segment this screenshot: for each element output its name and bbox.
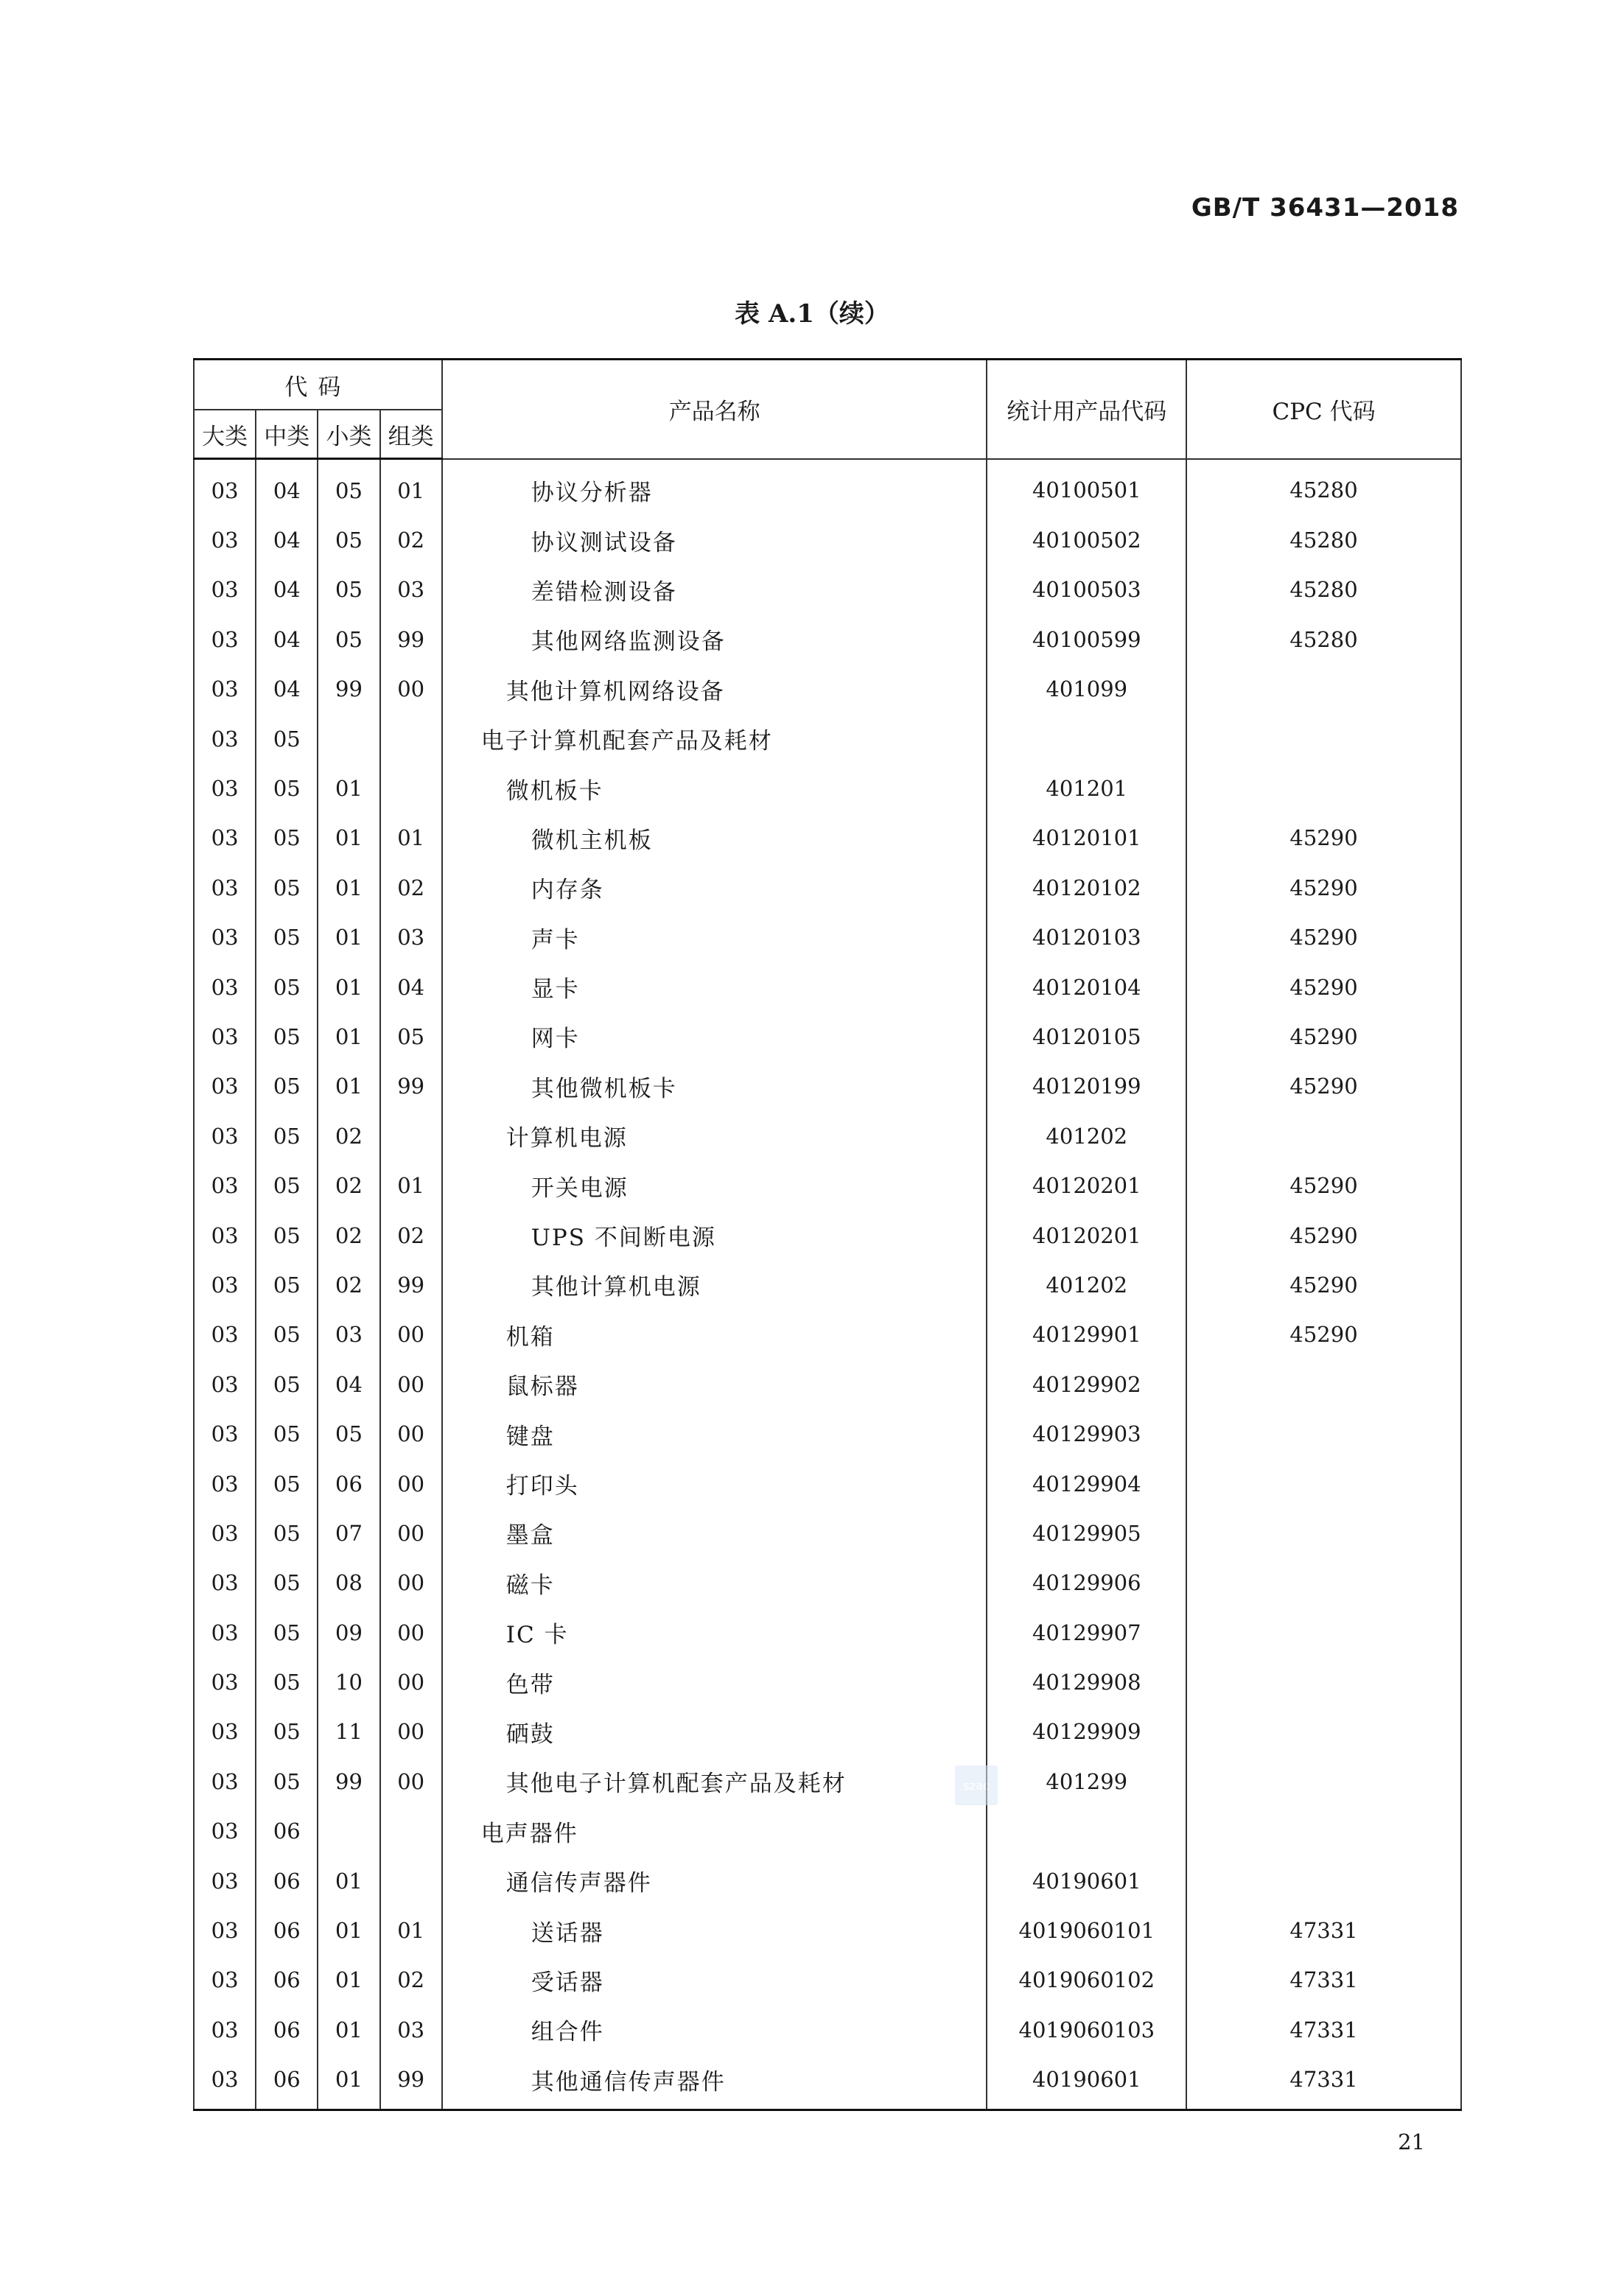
minor-class-cell: 05 [318, 515, 379, 564]
header-group-class: 组类 [380, 410, 442, 459]
product-name-cell: 显卡 [442, 962, 987, 1012]
group-class-cell: 00 [380, 1508, 442, 1558]
stat-code-cell: 40100501 [987, 459, 1186, 516]
middle-class-cell: 05 [256, 1359, 318, 1409]
minor-class-cell: 09 [318, 1608, 379, 1657]
table-row [194, 1359, 1461, 1409]
stat-code-cell: 40129902 [987, 1359, 1186, 1409]
middle-class-cell: 05 [256, 1310, 318, 1359]
minor-class-cell: 05 [318, 459, 379, 516]
major-class-cell: 03 [194, 1459, 256, 1508]
group-class-cell [380, 763, 442, 813]
table-row [194, 863, 1461, 912]
minor-class-cell: 01 [318, 2055, 379, 2110]
minor-class-cell: 02 [318, 1211, 379, 1260]
table-row [194, 1956, 1461, 2005]
major-class-cell: 03 [194, 1508, 256, 1558]
stat-code-cell: 40129904 [987, 1459, 1186, 1508]
group-class-cell: 02 [380, 515, 442, 564]
group-class-cell: 00 [380, 1459, 442, 1508]
product-name-cell: 协议测试设备 [442, 515, 987, 564]
minor-class-cell: 01 [318, 763, 379, 813]
stat-code-cell: 40190601 [987, 1856, 1186, 1905]
header-cpc-code: CPC 代码 [1186, 360, 1461, 459]
product-name-cell: 鼠标器 [442, 1359, 987, 1409]
table-body [194, 459, 1461, 2110]
minor-class-cell: 05 [318, 615, 379, 664]
middle-class-cell: 05 [256, 1459, 318, 1508]
minor-class-cell: 02 [318, 1260, 379, 1309]
header-minor-class: 小类 [318, 410, 379, 459]
major-class-cell: 03 [194, 1757, 256, 1806]
middle-class-cell: 05 [256, 962, 318, 1012]
table-row [194, 1807, 1461, 1856]
major-class-cell: 03 [194, 2005, 256, 2054]
product-name-cell: 微机主机板 [442, 813, 987, 863]
cpc-code-cell [1186, 1409, 1461, 1458]
middle-class-cell: 05 [256, 863, 318, 912]
table-row [194, 1310, 1461, 1359]
middle-class-cell: 06 [256, 2005, 318, 2054]
major-class-cell: 03 [194, 1012, 256, 1061]
product-name-cell: 其他计算机网络设备 [442, 665, 987, 714]
product-name-cell: 协议分析器 [442, 459, 987, 516]
cpc-code-cell: 47331 [1186, 1956, 1461, 2005]
cpc-code-cell [1186, 1807, 1461, 1856]
major-class-cell: 03 [194, 913, 256, 962]
product-name-cell: 墨盒 [442, 1508, 987, 1558]
table-row [194, 1757, 1461, 1806]
major-class-cell: 03 [194, 615, 256, 664]
cpc-code-cell [1186, 1459, 1461, 1508]
minor-class-cell: 04 [318, 1359, 379, 1409]
table-row [194, 1459, 1461, 1508]
major-class-cell: 03 [194, 1160, 256, 1210]
middle-class-cell: 04 [256, 459, 318, 516]
group-class-cell: 02 [380, 1956, 442, 2005]
middle-class-cell: 05 [256, 1757, 318, 1806]
group-class-cell: 01 [380, 1160, 442, 1210]
middle-class-cell: 05 [256, 714, 318, 763]
major-class-cell: 03 [194, 2055, 256, 2110]
product-name-cell: 打印头 [442, 1459, 987, 1508]
group-class-cell: 02 [380, 863, 442, 912]
minor-class-cell: 02 [318, 1160, 379, 1210]
cpc-code-cell: 45290 [1186, 913, 1461, 962]
major-class-cell: 03 [194, 1558, 256, 1608]
cpc-code-cell: 47331 [1186, 1905, 1461, 1955]
minor-class-cell: 01 [318, 1062, 379, 1111]
cpc-code-cell [1186, 714, 1461, 763]
table-row [194, 763, 1461, 813]
product-name-cell: 受话器 [442, 1956, 987, 2005]
cpc-code-cell: 47331 [1186, 2005, 1461, 2054]
stat-code-cell [987, 1807, 1186, 1856]
major-class-cell: 03 [194, 1807, 256, 1856]
minor-class-cell: 05 [318, 565, 379, 615]
product-name-cell: IC 卡 [442, 1608, 987, 1657]
major-class-cell: 03 [194, 1707, 256, 1757]
stat-code-cell: 4019060103 [987, 2005, 1186, 2054]
minor-class-cell: 01 [318, 1856, 379, 1905]
stat-code-cell: 40120201 [987, 1160, 1186, 1210]
major-class-cell: 03 [194, 459, 256, 516]
header-stat-code: 统计用产品代码 [987, 360, 1186, 459]
table-row [194, 1211, 1461, 1260]
group-class-cell: 05 [380, 1012, 442, 1061]
table-row [194, 1657, 1461, 1706]
product-name-cell: 机箱 [442, 1310, 987, 1359]
stat-code-cell: 40100503 [987, 565, 1186, 615]
product-name-cell: 硒鼓 [442, 1707, 987, 1757]
watermark-logo: szac [955, 1765, 998, 1805]
product-name-cell: 计算机电源 [442, 1111, 987, 1160]
major-class-cell: 03 [194, 1260, 256, 1309]
cpc-code-cell: 45290 [1186, 1062, 1461, 1111]
group-class-cell: 00 [380, 1608, 442, 1657]
minor-class-cell: 01 [318, 1012, 379, 1061]
group-class-cell: 01 [380, 459, 442, 516]
cpc-code-cell [1186, 1707, 1461, 1757]
minor-class-cell: 01 [318, 962, 379, 1012]
major-class-cell: 03 [194, 1608, 256, 1657]
middle-class-cell: 04 [256, 565, 318, 615]
product-name-cell: 网卡 [442, 1012, 987, 1061]
table-row [194, 1856, 1461, 1905]
group-class-cell: 01 [380, 813, 442, 863]
minor-class-cell: 07 [318, 1508, 379, 1558]
group-class-cell: 99 [380, 615, 442, 664]
group-class-cell: 00 [380, 1359, 442, 1409]
product-name-cell: 其他网络监测设备 [442, 615, 987, 664]
stat-code-cell: 40120103 [987, 913, 1186, 962]
table-row [194, 1012, 1461, 1061]
stat-code-cell: 4019060102 [987, 1956, 1186, 2005]
table-row [194, 1409, 1461, 1458]
middle-class-cell: 06 [256, 1956, 318, 2005]
minor-class-cell [318, 1807, 379, 1856]
minor-class-cell: 11 [318, 1707, 379, 1757]
major-class-cell: 03 [194, 565, 256, 615]
table-row [194, 1707, 1461, 1757]
table-row [194, 1905, 1461, 1955]
cpc-code-cell [1186, 1508, 1461, 1558]
cpc-code-cell [1186, 1657, 1461, 1706]
group-class-cell: 03 [380, 565, 442, 615]
table-row [194, 665, 1461, 714]
minor-class-cell: 05 [318, 1409, 379, 1458]
page-number: 21 [1398, 2129, 1425, 2154]
cpc-code-cell: 45290 [1186, 1012, 1461, 1061]
group-class-cell: 01 [380, 1905, 442, 1955]
stat-code-cell: 40129903 [987, 1409, 1186, 1458]
table-row [194, 2055, 1461, 2110]
stat-code-cell: 401202 [987, 1111, 1186, 1160]
stat-code-cell: 40190601 [987, 2055, 1186, 2110]
group-class-cell: 02 [380, 1211, 442, 1260]
table-row [194, 962, 1461, 1012]
stat-code-cell: 40129905 [987, 1508, 1186, 1558]
cpc-code-cell: 45290 [1186, 863, 1461, 912]
table-row [194, 913, 1461, 962]
product-code-table [193, 358, 1462, 2111]
middle-class-cell: 05 [256, 1409, 318, 1458]
table-row [194, 714, 1461, 763]
product-name-cell: 其他微机板卡 [442, 1062, 987, 1111]
major-class-cell: 03 [194, 665, 256, 714]
stat-code-cell: 40120105 [987, 1012, 1186, 1061]
group-class-cell [380, 714, 442, 763]
minor-class-cell: 10 [318, 1657, 379, 1706]
stat-code-cell: 40129901 [987, 1310, 1186, 1359]
minor-class-cell: 03 [318, 1310, 379, 1359]
middle-class-cell: 05 [256, 1062, 318, 1111]
middle-class-cell: 05 [256, 913, 318, 962]
middle-class-cell: 05 [256, 1111, 318, 1160]
cpc-code-cell: 45280 [1186, 459, 1461, 516]
table-row [194, 2005, 1461, 2054]
minor-class-cell: 08 [318, 1558, 379, 1608]
major-class-cell: 03 [194, 1905, 256, 1955]
major-class-cell: 03 [194, 1310, 256, 1359]
middle-class-cell: 05 [256, 1012, 318, 1061]
major-class-cell: 03 [194, 1062, 256, 1111]
cpc-code-cell: 47331 [1186, 2055, 1461, 2110]
minor-class-cell: 99 [318, 1757, 379, 1806]
minor-class-cell: 01 [318, 2005, 379, 2054]
major-class-cell: 03 [194, 1359, 256, 1409]
major-class-cell: 03 [194, 515, 256, 564]
stat-code-cell: 40129908 [987, 1657, 1186, 1706]
minor-class-cell: 01 [318, 863, 379, 912]
middle-class-cell: 04 [256, 515, 318, 564]
minor-class-cell: 01 [318, 913, 379, 962]
product-name-cell: 其他电子计算机配套产品及耗材 [442, 1757, 987, 1806]
product-name-cell: 其他通信传声器件 [442, 2055, 987, 2110]
middle-class-cell: 05 [256, 763, 318, 813]
stat-code-cell: 4019060101 [987, 1905, 1186, 1955]
stat-code-cell: 40129907 [987, 1608, 1186, 1657]
cpc-code-cell: 45290 [1186, 1310, 1461, 1359]
major-class-cell: 03 [194, 1211, 256, 1260]
table-row [194, 1111, 1461, 1160]
minor-class-cell: 02 [318, 1111, 379, 1160]
stat-code-cell: 40120199 [987, 1062, 1186, 1111]
table-row [194, 1608, 1461, 1657]
group-class-cell: 03 [380, 2005, 442, 2054]
stat-code-cell: 40120101 [987, 813, 1186, 863]
cpc-code-cell [1186, 1757, 1461, 1806]
middle-class-cell: 05 [256, 1558, 318, 1608]
middle-class-cell: 05 [256, 1260, 318, 1309]
minor-class-cell: 99 [318, 665, 379, 714]
cpc-code-cell: 45290 [1186, 962, 1461, 1012]
major-class-cell: 03 [194, 714, 256, 763]
product-name-cell: 开关电源 [442, 1160, 987, 1210]
cpc-code-cell: 45280 [1186, 515, 1461, 564]
middle-class-cell: 05 [256, 1160, 318, 1210]
group-class-cell [380, 1807, 442, 1856]
product-name-cell: 其他计算机电源 [442, 1260, 987, 1309]
table-row [194, 565, 1461, 615]
major-class-cell: 03 [194, 1856, 256, 1905]
table-row [194, 459, 1461, 516]
stat-code-cell: 40129909 [987, 1707, 1186, 1757]
cpc-code-cell [1186, 1359, 1461, 1409]
middle-class-cell: 05 [256, 813, 318, 863]
group-class-cell: 00 [380, 665, 442, 714]
cpc-code-cell: 45290 [1186, 1160, 1461, 1210]
middle-class-cell: 05 [256, 1211, 318, 1260]
group-class-cell: 99 [380, 2055, 442, 2110]
group-class-cell: 04 [380, 962, 442, 1012]
group-class-cell: 99 [380, 1062, 442, 1111]
table-row [194, 515, 1461, 564]
major-class-cell: 03 [194, 1956, 256, 2005]
group-class-cell: 03 [380, 913, 442, 962]
cpc-code-cell: 45280 [1186, 565, 1461, 615]
stat-code-cell: 40100599 [987, 615, 1186, 664]
header-middle-class: 中类 [256, 410, 318, 459]
major-class-cell: 03 [194, 813, 256, 863]
product-name-cell: 电子计算机配套产品及耗材 [442, 714, 987, 763]
header-code-group: 代码 [194, 360, 442, 410]
product-name-cell: 色带 [442, 1657, 987, 1706]
standard-code: GB/T 36431—2018 [1191, 193, 1459, 223]
minor-class-cell: 01 [318, 813, 379, 863]
major-class-cell: 03 [194, 863, 256, 912]
header-product-name: 产品名称 [442, 360, 987, 459]
product-name-cell: 声卡 [442, 913, 987, 962]
table-title: 表 A.1（续） [735, 299, 889, 329]
product-name-cell: 通信传声器件 [442, 1856, 987, 1905]
stat-code-cell: 401202 [987, 1260, 1186, 1309]
cpc-code-cell [1186, 1111, 1461, 1160]
major-class-cell: 03 [194, 962, 256, 1012]
product-name-cell: 微机板卡 [442, 763, 987, 813]
group-class-cell [380, 1111, 442, 1160]
stat-code-cell: 40120102 [987, 863, 1186, 912]
minor-class-cell: 06 [318, 1459, 379, 1508]
middle-class-cell: 05 [256, 1707, 318, 1757]
product-name-cell: 送话器 [442, 1905, 987, 1955]
stat-code-cell: 40120104 [987, 962, 1186, 1012]
stat-code-cell: 40129906 [987, 1558, 1186, 1608]
stat-code-cell: 401201 [987, 763, 1186, 813]
stat-code-cell: 401099 [987, 665, 1186, 714]
product-name-cell: 磁卡 [442, 1558, 987, 1608]
middle-class-cell: 05 [256, 1657, 318, 1706]
middle-class-cell: 05 [256, 1508, 318, 1558]
table-row [194, 1558, 1461, 1608]
middle-class-cell: 06 [256, 1856, 318, 1905]
product-name-cell: 组合件 [442, 2005, 987, 2054]
cpc-code-cell: 45290 [1186, 1211, 1461, 1260]
stat-code-cell [987, 714, 1186, 763]
cpc-code-cell [1186, 1608, 1461, 1657]
group-class-cell: 00 [380, 1558, 442, 1608]
product-name-cell: 电声器件 [442, 1807, 987, 1856]
product-name-cell: 内存条 [442, 863, 987, 912]
minor-class-cell: 01 [318, 1956, 379, 2005]
middle-class-cell: 06 [256, 2055, 318, 2110]
group-class-cell: 00 [380, 1409, 442, 1458]
table-row [194, 1160, 1461, 1210]
table-row [194, 1260, 1461, 1309]
cpc-code-cell: 45290 [1186, 813, 1461, 863]
table-row [194, 1508, 1461, 1558]
cpc-code-cell [1186, 1856, 1461, 1905]
header-major-class: 大类 [194, 410, 256, 459]
cpc-code-cell [1186, 1558, 1461, 1608]
group-class-cell: 00 [380, 1757, 442, 1806]
middle-class-cell: 04 [256, 615, 318, 664]
group-class-cell: 99 [380, 1260, 442, 1309]
table-row [194, 1062, 1461, 1111]
product-name-cell: UPS 不间断电源 [442, 1211, 987, 1260]
major-class-cell: 03 [194, 1657, 256, 1706]
middle-class-cell: 06 [256, 1905, 318, 1955]
cpc-code-cell: 45280 [1186, 615, 1461, 664]
group-class-cell [380, 1856, 442, 1905]
middle-class-cell: 06 [256, 1807, 318, 1856]
middle-class-cell: 05 [256, 1608, 318, 1657]
major-class-cell: 03 [194, 1409, 256, 1458]
cpc-code-cell [1186, 665, 1461, 714]
product-name-cell: 键盘 [442, 1409, 987, 1458]
major-class-cell: 03 [194, 1111, 256, 1160]
table-row [194, 813, 1461, 863]
cpc-code-cell [1186, 763, 1461, 813]
product-name-cell: 差错检测设备 [442, 565, 987, 615]
stat-code-cell: 401299 [987, 1757, 1186, 1806]
cpc-code-cell: 45290 [1186, 1260, 1461, 1309]
minor-class-cell: 01 [318, 1905, 379, 1955]
stat-code-cell: 40120201 [987, 1211, 1186, 1260]
table-row [194, 615, 1461, 664]
major-class-cell: 03 [194, 763, 256, 813]
group-class-cell: 00 [380, 1310, 442, 1359]
stat-code-cell: 40100502 [987, 515, 1186, 564]
group-class-cell: 00 [380, 1707, 442, 1757]
group-class-cell: 00 [380, 1657, 442, 1706]
middle-class-cell: 04 [256, 665, 318, 714]
minor-class-cell [318, 714, 379, 763]
